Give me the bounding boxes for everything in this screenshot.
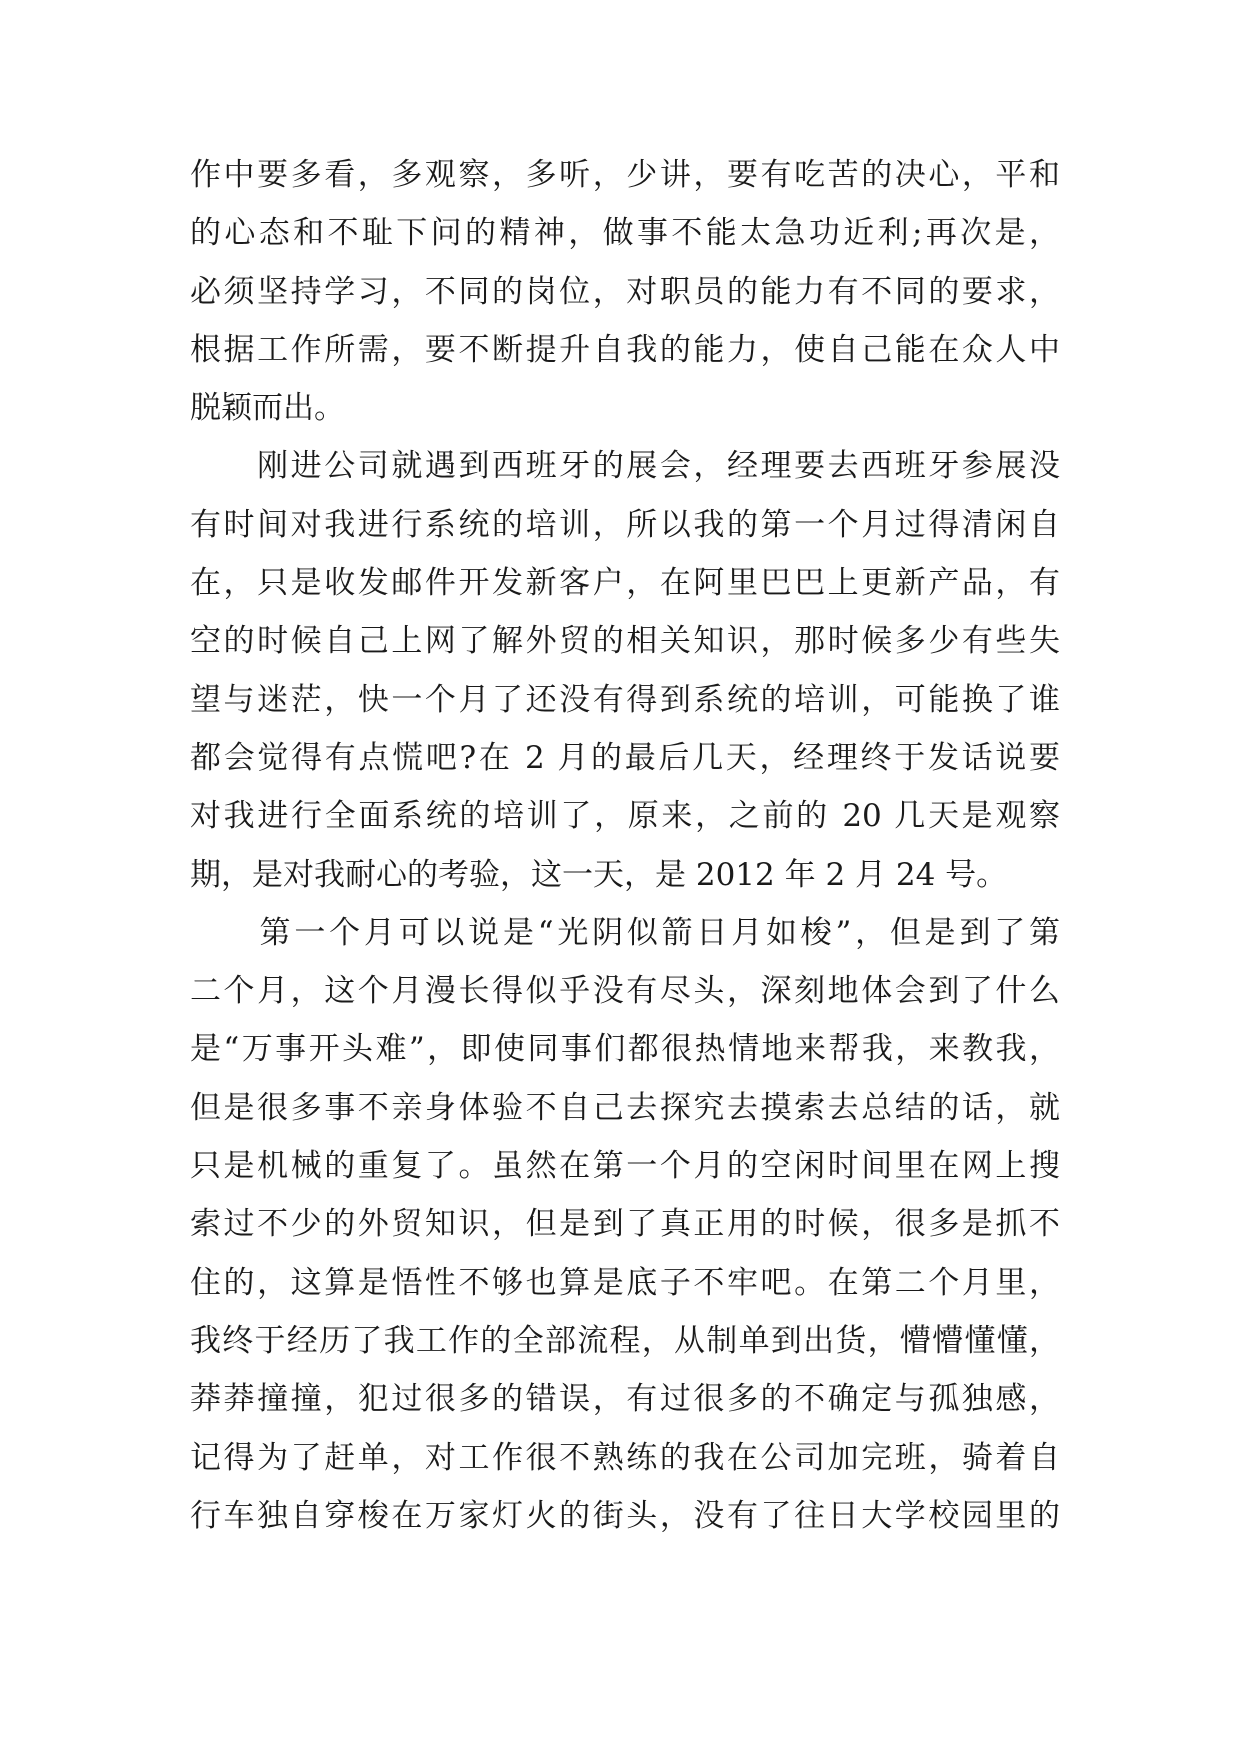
text-line: 二个月，这个月漫长得似乎没有尽头，深刻地体会到了什么 xyxy=(190,973,1060,1010)
text-line: 在，只是收发邮件开发新客户，在阿里巴巴上更新产品，有 xyxy=(190,565,1060,602)
text-line: 住的，这算是悟性不够也算是底子不牢吧。在第二个月里， xyxy=(190,1264,1060,1301)
text-line: 第一个月可以说是“光阴似箭日月如梭”，但是到了第 xyxy=(190,914,1060,951)
text-line: 莽莽撞撞，犯过很多的错误，有过很多的不确定与孤独感， xyxy=(190,1381,1060,1418)
text-line: 空的时候自己上网了解外贸的相关知识，那时候多少有些失 xyxy=(190,623,1060,660)
text-line: 必须坚持学习，不同的岗位，对职员的能力有不同的要求， xyxy=(190,273,1060,310)
text-line: 望与迷茫，快一个月了还没有得到系统的培训，可能换了谁 xyxy=(190,681,1060,718)
text-line: 行车独自穿梭在万家灯火的街头，没有了往日大学校园里的 xyxy=(190,1497,1060,1534)
text-line: 对我进行全面系统的培训了，原来，之前的 20 几天是观察 xyxy=(190,798,1060,835)
text-line: 但是很多事不亲身体验不自己去探究去摸索去总结的话，就 xyxy=(190,1089,1060,1126)
text-line: 脱颖而出。 xyxy=(190,390,345,427)
text-line: 期，是对我耐心的考验，这一天，是 2012 年 2 月 24 号。 xyxy=(190,856,1008,893)
text-line: 都会觉得有点慌吧?在 2 月的最后几天，经理终于发话说要 xyxy=(190,739,1060,776)
text-line: 只是机械的重复了。虽然在第一个月的空闲时间里在网上搜 xyxy=(190,1148,1060,1185)
text-line: 我终于经历了我工作的全部流程，从制单到出货，懵懵懂懂， xyxy=(190,1322,1060,1359)
paragraph-2 xyxy=(190,437,1060,903)
text-line: 索过不少的外贸知识，但是到了真正用的时候，很多是抓不 xyxy=(190,1206,1060,1243)
text-line: 记得为了赶单，对工作很不熟练的我在公司加完班，骑着自 xyxy=(190,1439,1060,1476)
paragraph-1 xyxy=(190,146,1060,437)
text-line: 刚进公司就遇到西班牙的展会，经理要去西班牙参展没 xyxy=(190,448,1060,485)
text-line: 的心态和不耻下问的精神，做事不能太急功近利;再次是， xyxy=(190,215,1060,252)
text-line: 作中要多看，多观察，多听，少讲，要有吃苦的决心，平和 xyxy=(190,157,1060,193)
text-line: 根据工作所需，要不断提升自我的能力，使自己能在众人中 xyxy=(190,331,1060,368)
document-page xyxy=(190,146,1060,1545)
paragraph-3 xyxy=(190,904,1060,1545)
text-line: 是“万事开头难”，即使同事们都很热情地来帮我，来教我， xyxy=(190,1031,1060,1068)
text-line: 有时间对我进行系统的培训，所以我的第一个月过得清闲自 xyxy=(190,506,1060,543)
